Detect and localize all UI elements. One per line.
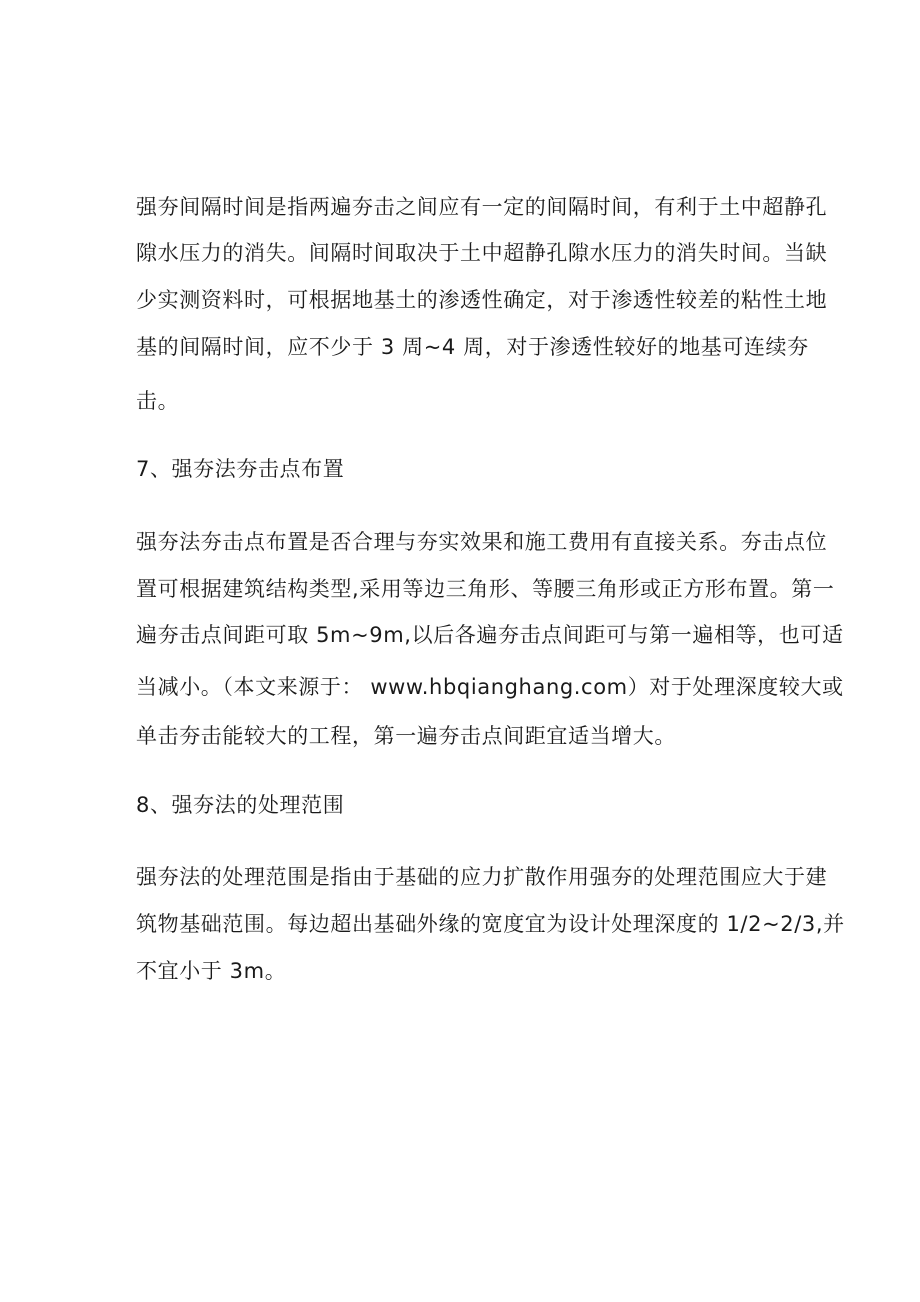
text-line: 遍夯击点间距可取 5m~9m,以后各遍夯击点间距可与第一遍相等，也可适	[136, 623, 844, 647]
text-line: 当减小。（本文来源于： www.hbqianghang.com）对于处理深度较大或	[136, 675, 844, 699]
text-line: 强夯间隔时间是指两遍夯击之间应有一定的间隔时间，有利于土中超静孔	[136, 195, 828, 219]
text-line: 击。	[136, 389, 180, 413]
text-line: 少实测资料时，可根据地基土的渗透性确定，对于渗透性较差的粘性土地	[136, 288, 828, 312]
text-line: 筑物基础范围。每边超出基础外缘的宽度宜为设计处理深度的 1/2~2/3,并	[136, 912, 845, 936]
text-line: 不宜小于 3m。	[136, 959, 287, 983]
section-8-heading: 8、强夯法的处理范围	[136, 793, 345, 817]
text-line: 单击夯击能较大的工程，第一遍夯击点间距宜适当增大。	[136, 724, 676, 748]
text-line: 置可根据建筑结构类型,采用等边三角形、等腰三角形或正方形布置。第一	[136, 577, 835, 601]
text-line: 隙水压力的消失。间隔时间取决于土中超静孔隙水压力的消失时间。当缺	[136, 241, 828, 265]
section-7-heading: 7、强夯法夯击点布置	[136, 457, 345, 481]
text-line: 基的间隔时间，应不少于 3 周~4 周，对于渗透性较好的地基可连续夯	[136, 335, 809, 359]
text-line: 强夯法的处理范围是指由于基础的应力扩散作用强夯的处理范围应大于建	[136, 865, 828, 889]
text-line: 强夯法夯击点布置是否合理与夯实效果和施工费用有直接关系。夯击点位	[136, 530, 828, 554]
